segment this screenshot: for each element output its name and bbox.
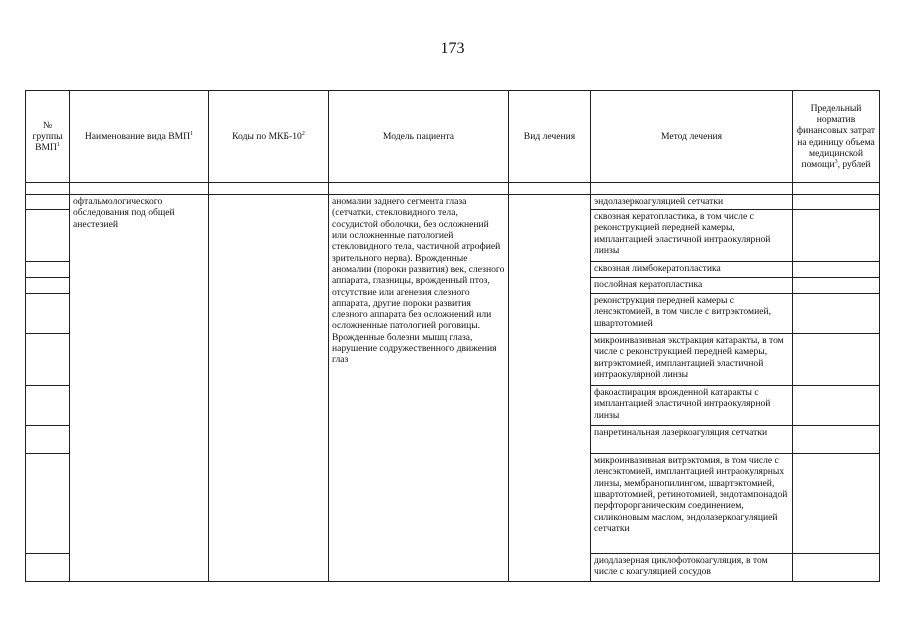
norm-cell (793, 294, 880, 334)
group-cell (26, 278, 70, 294)
norm-cell (793, 278, 880, 294)
group-cell (26, 426, 70, 454)
method-cell: послойная кератопластика (591, 278, 793, 294)
method-cell: факоаспирация врожденной катаракты с имплантацией эластичной интраокулярной линзы (591, 386, 793, 426)
group-cell (26, 554, 70, 582)
header-group: № группы ВМП$^1$ (26, 91, 70, 183)
method-cell: эндолазеркоагуляцией сетчатки (591, 195, 793, 210)
vmp-table (25, 90, 880, 582)
method-cell: сквозная лимбокератопластика (591, 262, 793, 278)
norm-cell (793, 195, 880, 210)
table-row (26, 195, 880, 210)
treatment-type-cell (509, 195, 591, 582)
method-cell: панретинальная лазеркоагуляция сетчатки (591, 426, 793, 454)
header-norm: Предельный норматив финансовых затрат на единицу объема медицинской помощи$^3$, рублей (793, 91, 880, 183)
norm-cell (793, 454, 880, 554)
method-cell: микроинвазивная экстракция катаракты, в том числе с реконструкцией передней камеры, витрэктомией, имплантацией эластичной интраокулярной линзы (591, 334, 793, 386)
norm-cell (793, 386, 880, 426)
model-cell: аномалии заднего сегмента глаза (сетчатки, стекловидного тела, сосудистой оболочки, без осложнений или осложненные патологией стекловидного тела, частичной атрофией зрительного нерва). Врожденные аномалии (пороки развития) век, слезного аппарата, глазницы, врожденный птоз, отсутствие или агенезия слезного аппарата, другие пороки развития слезного аппарата без осложнений или осложненные патологией роговицы. Врожденные болезни мышц глаза, нарушение содружественного движения глаз (329, 195, 509, 582)
group-cell (26, 262, 70, 278)
header-model: Модель пациента (329, 91, 509, 183)
group-cell (26, 386, 70, 426)
page-number: 173 (440, 40, 465, 57)
header-name: Наименование вида ВМП$^1$ (70, 91, 209, 183)
name-cell: офтальмологического обследования под общей анестезией (70, 195, 209, 582)
spacer-row (26, 183, 880, 195)
group-cell (26, 195, 70, 210)
group-cell (26, 210, 70, 262)
norm-cell (793, 262, 880, 278)
norm-cell (793, 334, 880, 386)
method-cell: микроинвазивная витрэктомия, в том числе с ленсэктомией, имплантацией интраокулярных линзы, мембранопилингом, швартэктомией, швартотомией, ретинотомией, эндотампонадой перфторорганическим соединением, силиконовым маслом, эндолазеркоагуляцией сетчатки (591, 454, 793, 554)
codes-cell (209, 195, 329, 582)
group-cell (26, 334, 70, 386)
group-cell (26, 454, 70, 554)
method-cell: реконструкция передней камеры с ленсэктомией, в том числе с витрэктомией, швартотомией (591, 294, 793, 334)
header-method: Метод лечения (591, 91, 793, 183)
norm-cell (793, 210, 880, 262)
header-treatment-type: Вид лечения (509, 91, 591, 183)
norm-cell (793, 426, 880, 454)
norm-cell (793, 554, 880, 582)
group-cell (26, 294, 70, 334)
method-cell: диодлазерная циклофотокоагуляция, в том числе с коагуляцией сосудов (591, 554, 793, 582)
method-cell: сквозная кератопластика, в том числе с реконструкцией передней камеры, имплантацией эластичной интраокулярной линзы (591, 210, 793, 262)
header-row (26, 91, 880, 183)
header-codes: Коды по МКБ-$10^2$ (209, 91, 329, 183)
